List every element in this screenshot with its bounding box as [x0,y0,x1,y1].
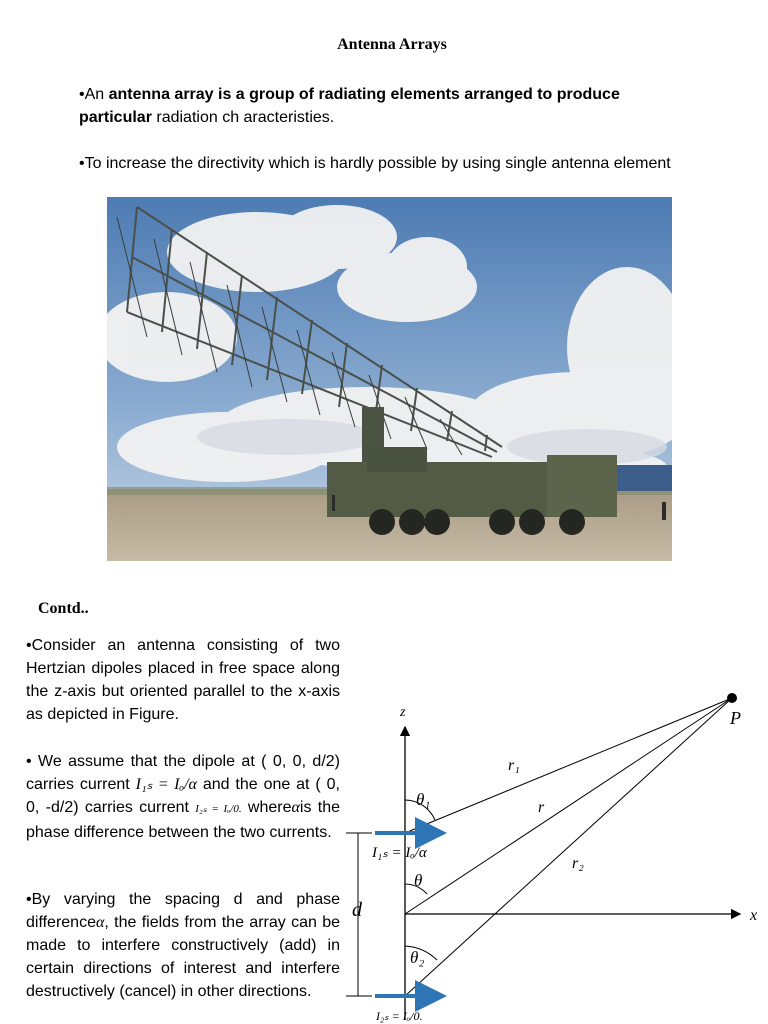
alpha-symbol: α [291,799,300,816]
x-axis-label: x [750,907,758,924]
currents-text-d: is the phase difference between the two currents. [26,799,341,841]
current-1-label: I₁ₛ = Iₒ/α [372,845,427,861]
theta1-label: θ₁ [416,790,431,809]
d-label: d [352,899,362,921]
r-line [405,698,732,914]
paragraph-varying [26,888,340,1003]
current-2-label: I₂ₛ = Iₒ/0. [376,1009,423,1023]
theta2-label: θ₂ [410,948,425,967]
currents-text-a: • We assume that the dipole at ( 0, 0, d/2) carries current [26,753,340,793]
currents-text-c: where [241,799,292,816]
r2-line [405,698,732,996]
alpha-symbol-2: α [95,914,105,931]
theta-label: θ [414,871,423,890]
p-label: P [730,708,741,728]
r2-label: r₂ [572,855,584,872]
currents-text-b: and the one at ( 0, 0, -d/2) carries current [26,776,340,816]
r1-label: r₁ [508,757,520,774]
varying-text-a: •By varying the spacing d and phase difference [26,891,340,931]
current-equation-2: I₂ₛ = Iₒ/0. [195,803,242,815]
antenna-array-photo [107,197,672,561]
bullet-definition-bold: antenna array is a group of radiating elements arranged to produce particular [79,86,620,126]
bullet-directivity: •To increase the directivity which is hardly possible by using single antenna element [79,155,671,172]
paragraph-consider: •Consider an antenna consisting of two Hertzian dipoles placed in free space along the z-axis but oriented parallel to the x-axis as depicted in Figure. [26,637,340,723]
bullet-definition [79,83,679,129]
bullet-definition-prefix: •An [79,86,109,103]
current-equation-1: I₁ₛ = Iₒ/α [135,776,197,793]
paragraph-currents [26,750,340,844]
dipole-geometry-figure [340,680,768,1024]
r1-line [405,698,732,833]
z-axis-label: z [400,705,406,720]
section-heading-contd: Contd.. [38,600,89,617]
bullet-definition-suffix: radiation ch aracteristies. [151,109,335,126]
r-label: r [538,799,545,816]
varying-text-b: , the fields from the array can be made to interfere constructively (add) in certain directions of interest and interfere destructively (cancel) in other directions. [26,914,340,1000]
page-title: Antenna Arrays [337,36,447,53]
